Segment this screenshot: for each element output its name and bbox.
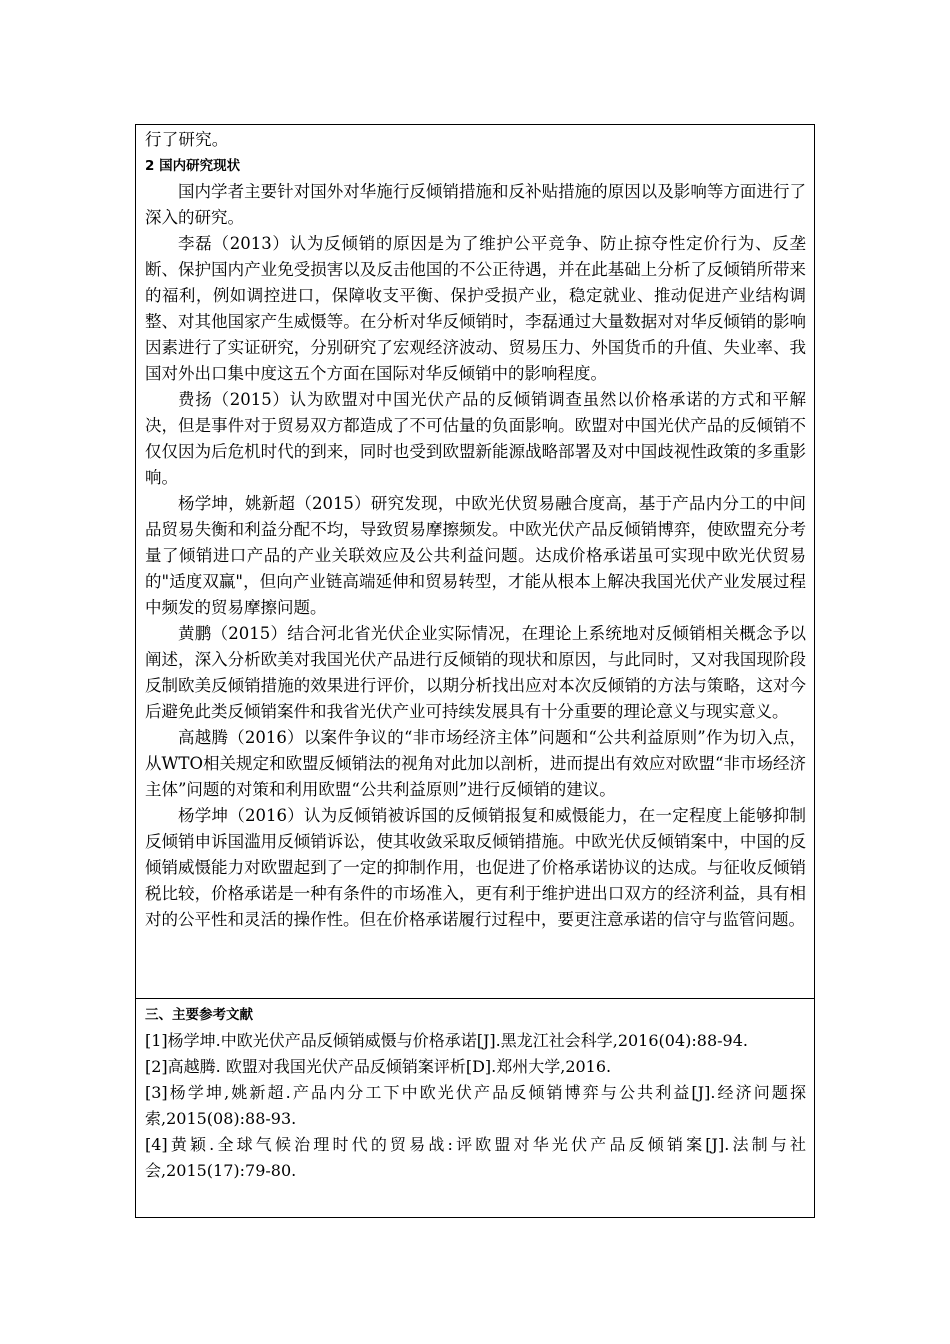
references-heading: 三、主要参考文献 <box>145 1007 253 1023</box>
continuation-text: 行了研究。 <box>145 130 229 149</box>
references-cell <box>136 999 814 1217</box>
reference-item: [3]杨学坤,姚新超.产品内分工下中欧光伏产品反倾销博弈与公共利益[J].经济问题探索,2015(08):88-93. <box>145 1083 806 1128</box>
paragraph-fei-yang: 费扬（2015）认为欧盟对中国光伏产品的反倾销调查虽然以价格承诺的方式和平解决，但是事件对于贸易双方都造成了不可估量的负面影响。欧盟对中国光伏产品的反倾销不仅仅因为后危机时代的到来，同时也受到欧盟新能源战略部署及对中国歧视性政策的多重影响。 <box>145 390 806 487</box>
paragraph-li-lei: 李磊（2013）认为反倾销的原因是为了维护公平竞争、防止掠夺性定价行为、反垄断、保护国内产业免受损害以及反击他国的不公正待遇，并在此基础上分析了反倾销所带来的福利，例如调控进口，保障收支平衡、保护受损产业，稳定就业、推动促进产业结构调整、对其他国家产生威慑等。在分析对华反倾销时，李磊通过大量数据对对华反倾销的影响因素进行了实证研究，分别研究了宏观经济波动、贸易压力、外国货币的升值、失业率、我国对外出口集中度这五个方面在国际对华反倾销中的影响程度。 <box>145 234 806 383</box>
paragraph-yang-yao: 杨学坤，姚新超（2015）研究发现，中欧光伏贸易融合度高，基于产品内分工的中间品贸易失衡和利益分配不均，导致贸易摩擦频发。中欧光伏产品反倾销博弈，使欧盟充分考量了倾销进口产品的产业关联效应及公共利益问题。达成价格承诺虽可实现中欧光伏贸易的"适度双赢"，但向产业链高端延伸和贸易转型，才能从根本上解决我国光伏产业发展过程中频发的贸易摩擦问题。 <box>145 494 806 617</box>
paragraph-huang-peng: 黄鹏（2015）结合河北省光伏企业实际情况，在理论上系统地对反倾销相关概念予以阐述，深入分析欧美对我国光伏产品进行反倾销的现状和原因，与此同时，又对我国现阶段反制欧美反倾销措施的效果进行评价，以期分析找出应对本次反倾销的方法与策略，这对今后避免此类反倾销案件和我省光伏产业可持续发展具有十分重要的理论意义与现实意义。 <box>145 624 806 721</box>
paragraph-gao-yueteng: 高越腾（2016）以案件争议的“非市场经济主体”问题和“公共利益原则”作为切入点，从WTO相关规定和欧盟反倾销法的视角对此加以剖析，进而提出有效应对欧盟“非市场经济主体”问题的对策和利用欧盟“公共利益原则”进行反倾销的建议。 <box>145 728 806 799</box>
reference-list <box>145 1028 806 1184</box>
reference-item: [4]黄颖.全球气候治理时代的贸易战:评欧盟对华光伏产品反倾销案[J].法制与社会,2015(17):79-80. <box>145 1135 806 1180</box>
domestic-research-heading: 2 国内研究现状 <box>145 158 241 174</box>
reference-item: [1]杨学坤.中欧光伏产品反倾销威慑与价格承诺[J].黑龙江社会科学,2016(04):88-94. <box>145 1031 748 1050</box>
research-paragraphs <box>145 179 806 933</box>
paragraph-intro: 国内学者主要针对国外对华施行反倾销措施和反补贴措施的原因以及影响等方面进行了深入的研究。 <box>145 182 806 227</box>
paragraph-yang-xuekun: 杨学坤（2016）认为反倾销被诉国的反倾销报复和威慑能力，在一定程度上能够抑制反倾销申诉国滥用反倾销诉讼，使其收敛采取反倾销措施。中欧光伏反倾销案中，中国的反倾销威慑能力对欧盟起到了一定的抑制作用，也促进了价格承诺协议的达成。与征收反倾销税比较，价格承诺是一种有条件的市场准入，更有利于维护进出口双方的经济利益，具有相对的公平性和灵活的操作性。但在价格承诺履行过程中，要更注意承诺的信守与监管问题。 <box>145 806 806 929</box>
research-status-cell <box>136 125 814 999</box>
reference-item: [2]高越腾. 欧盟对我国光伏产品反倾销案评析[D].郑州大学,2016. <box>145 1057 612 1076</box>
document-table <box>135 124 815 1218</box>
